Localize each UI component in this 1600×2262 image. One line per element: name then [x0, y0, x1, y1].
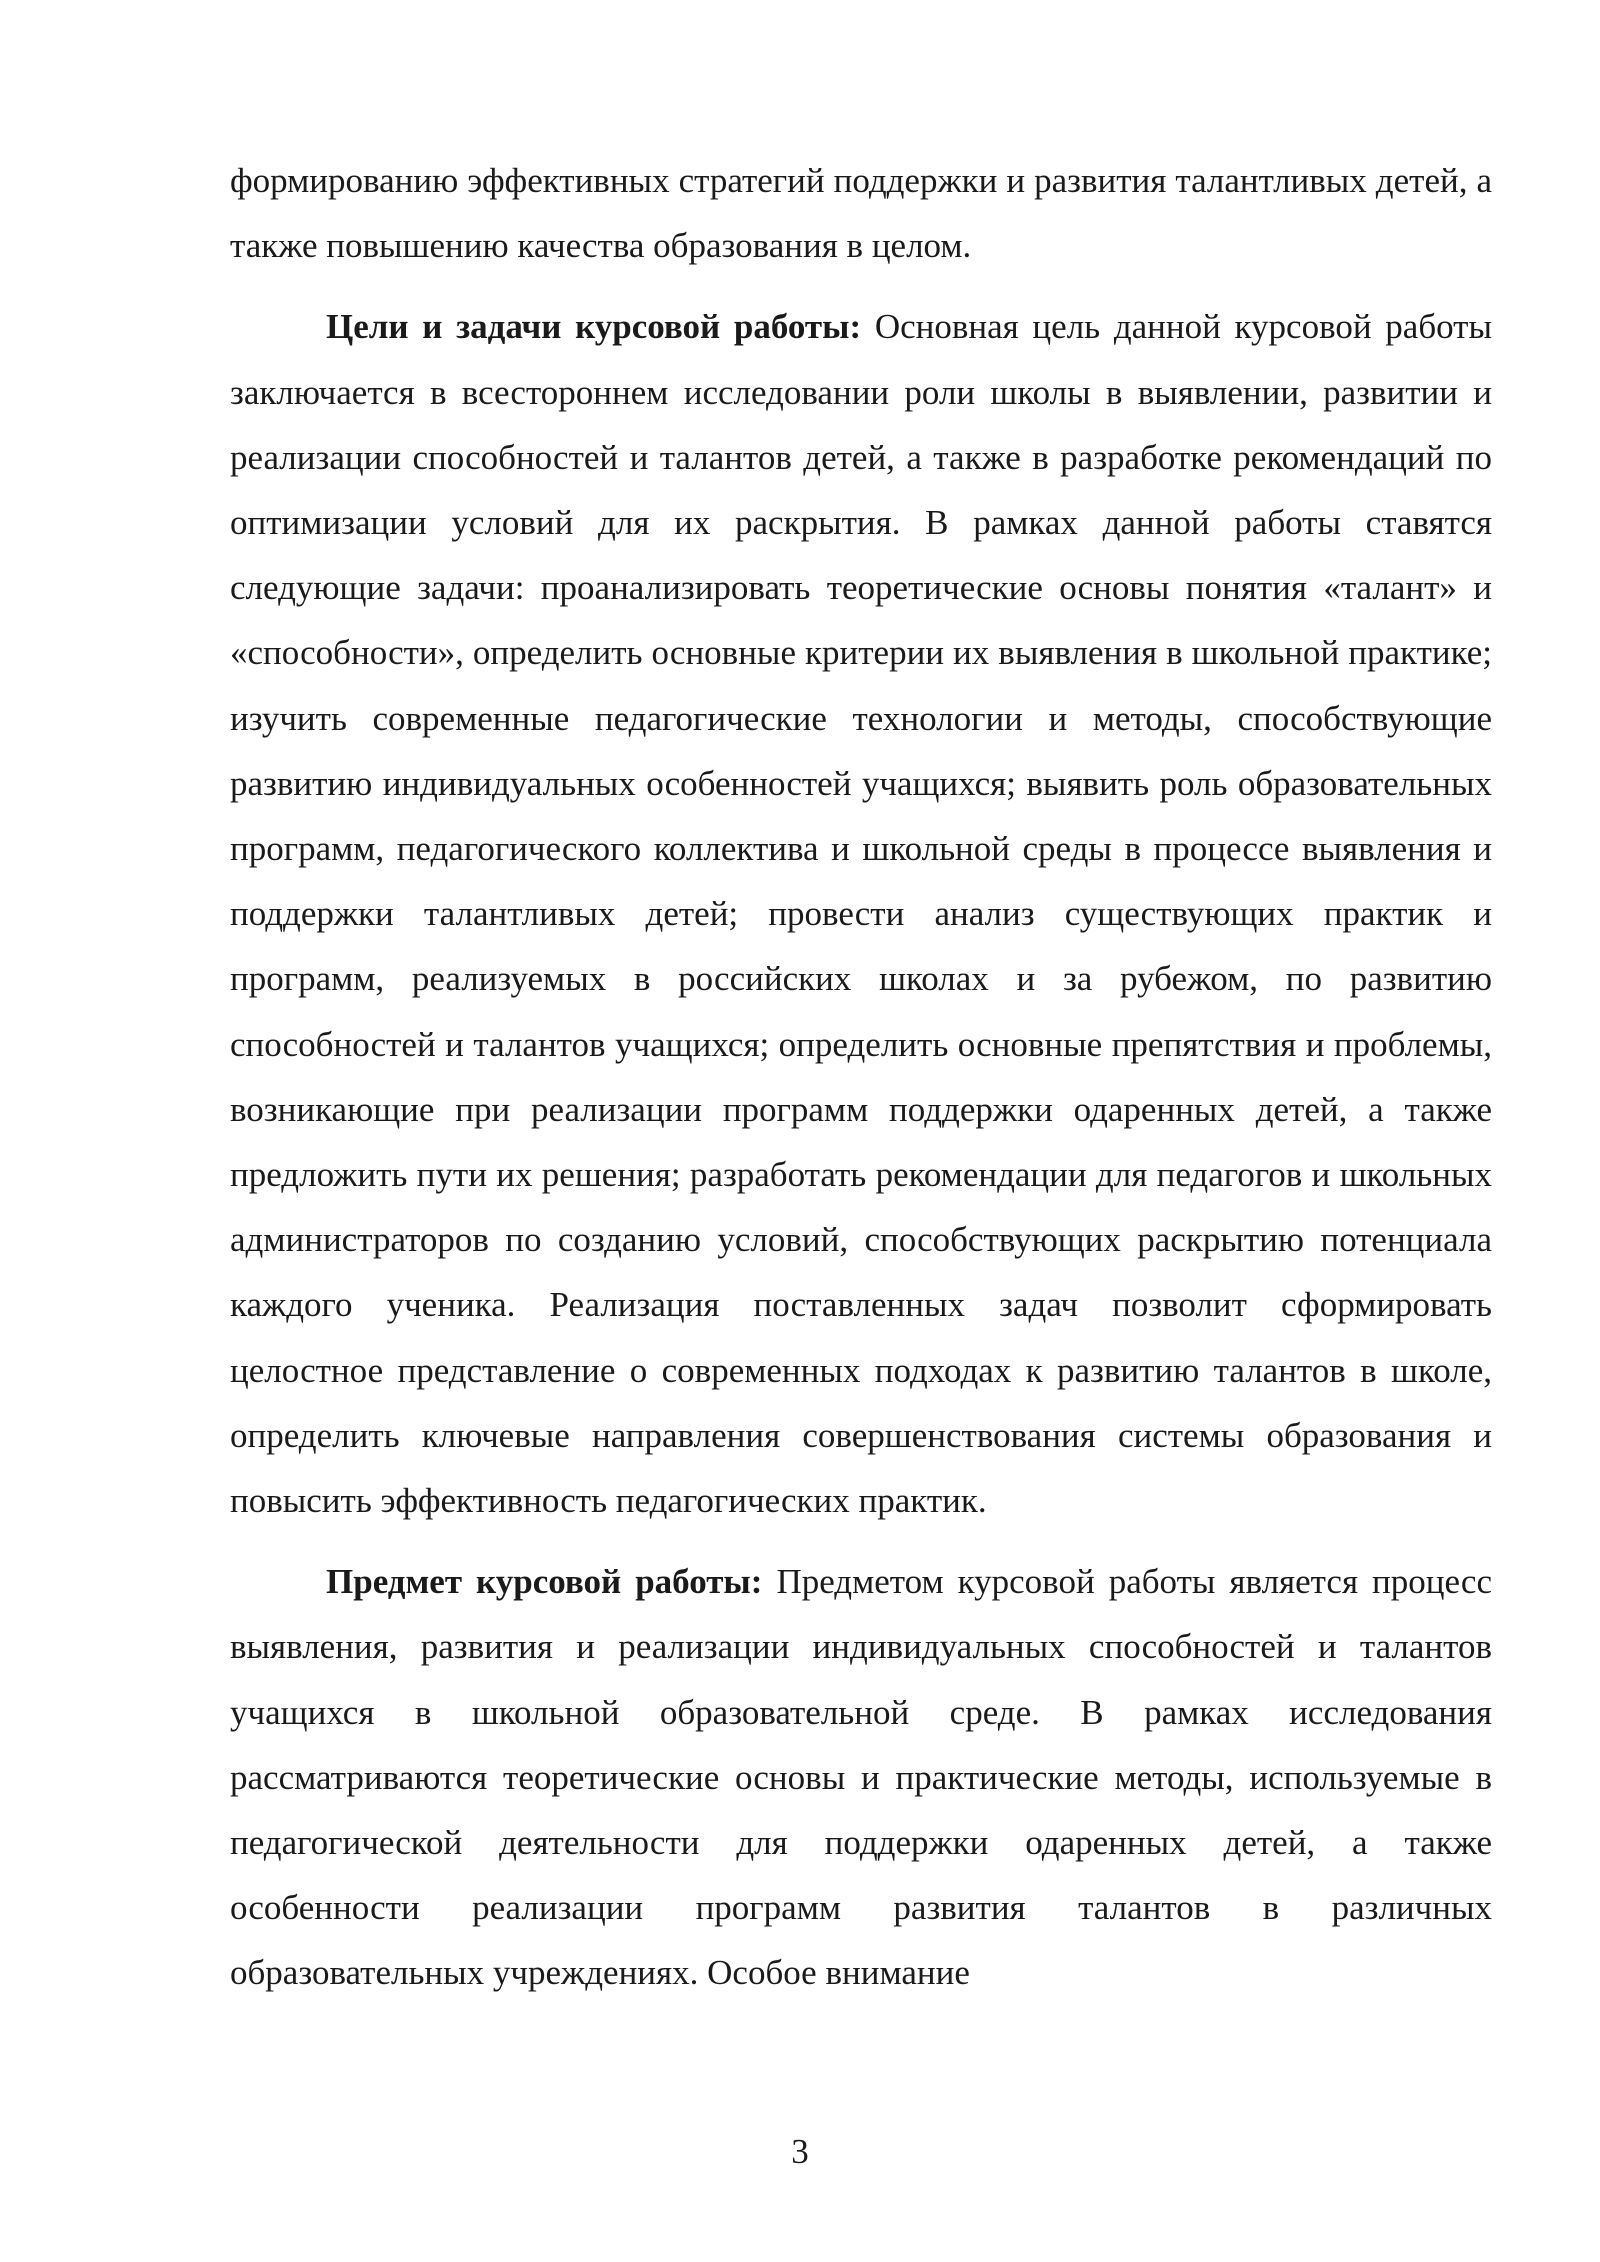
paragraph-text: Основная цель данной курсовой работы заключается в всестороннем исследовании роли школы в выявлении, развитии и реализации способностей и талантов детей, а также в разработке рекомендаций по оптимизации условий для их раскрытия. В рамках данной работы ставятся следующие задачи: проанализировать теоретические основы понятия «талант» и «способности», определить основные критерии их выявления в школьной практике; изучить современные педагогические технологии и методы, способствующие развитию индивидуальных особенностей учащихся; выявить роль образовательных программ, педагогического коллектива и школьной среды в процессе выявления и поддержки талантливых детей; провести анализ существующих практик и программ, реализуемых в российских школах и за рубежом, по развитию способностей и талантов учащихся; определить основные препятствия и проблемы, возникающие при реализации программ поддержки одаренных детей, а также предложить пути их решения; разработать рекомендации для педагогов и школьных администраторов по созданию условий, способствующих раскрытию потенциала каждого ученика. Реализация поставленных задач позволит сформировать целостное представление о современных подходах к развитию талантов в школе, определить ключевые направления совершенствования системы образования и повысить эффективность педагогических практик.: [230, 307, 1492, 1521]
paragraph-continuation: [230, 148, 1492, 278]
paragraph-text: Предметом курсовой работы является процесс выявления, развития и реализации индивидуальных способностей и талантов учащихся в школьной образовательной среде. В рамках исследования рассматриваются теоретические основы и практические методы, используемые в педагогической деятельности для поддержки одаренных детей, а также особенности реализации программ развития талантов в различных образовательных учреждениях. Особое внимание: [230, 1562, 1492, 1993]
paragraph-heading: Цели и задачи курсовой работы:: [326, 307, 862, 347]
paragraph-text: формированию эффективных стратегий поддержки и развития талантливых детей, а также повышению качества образования в целом.: [230, 161, 1492, 266]
document-body: [230, 148, 1492, 2006]
paragraph-goals-and-tasks: [230, 294, 1492, 1533]
page-number: 3: [791, 2132, 809, 2171]
paragraph-subject: [230, 1549, 1492, 2005]
paragraph-heading: Предмет курсовой работы:: [326, 1562, 763, 1602]
